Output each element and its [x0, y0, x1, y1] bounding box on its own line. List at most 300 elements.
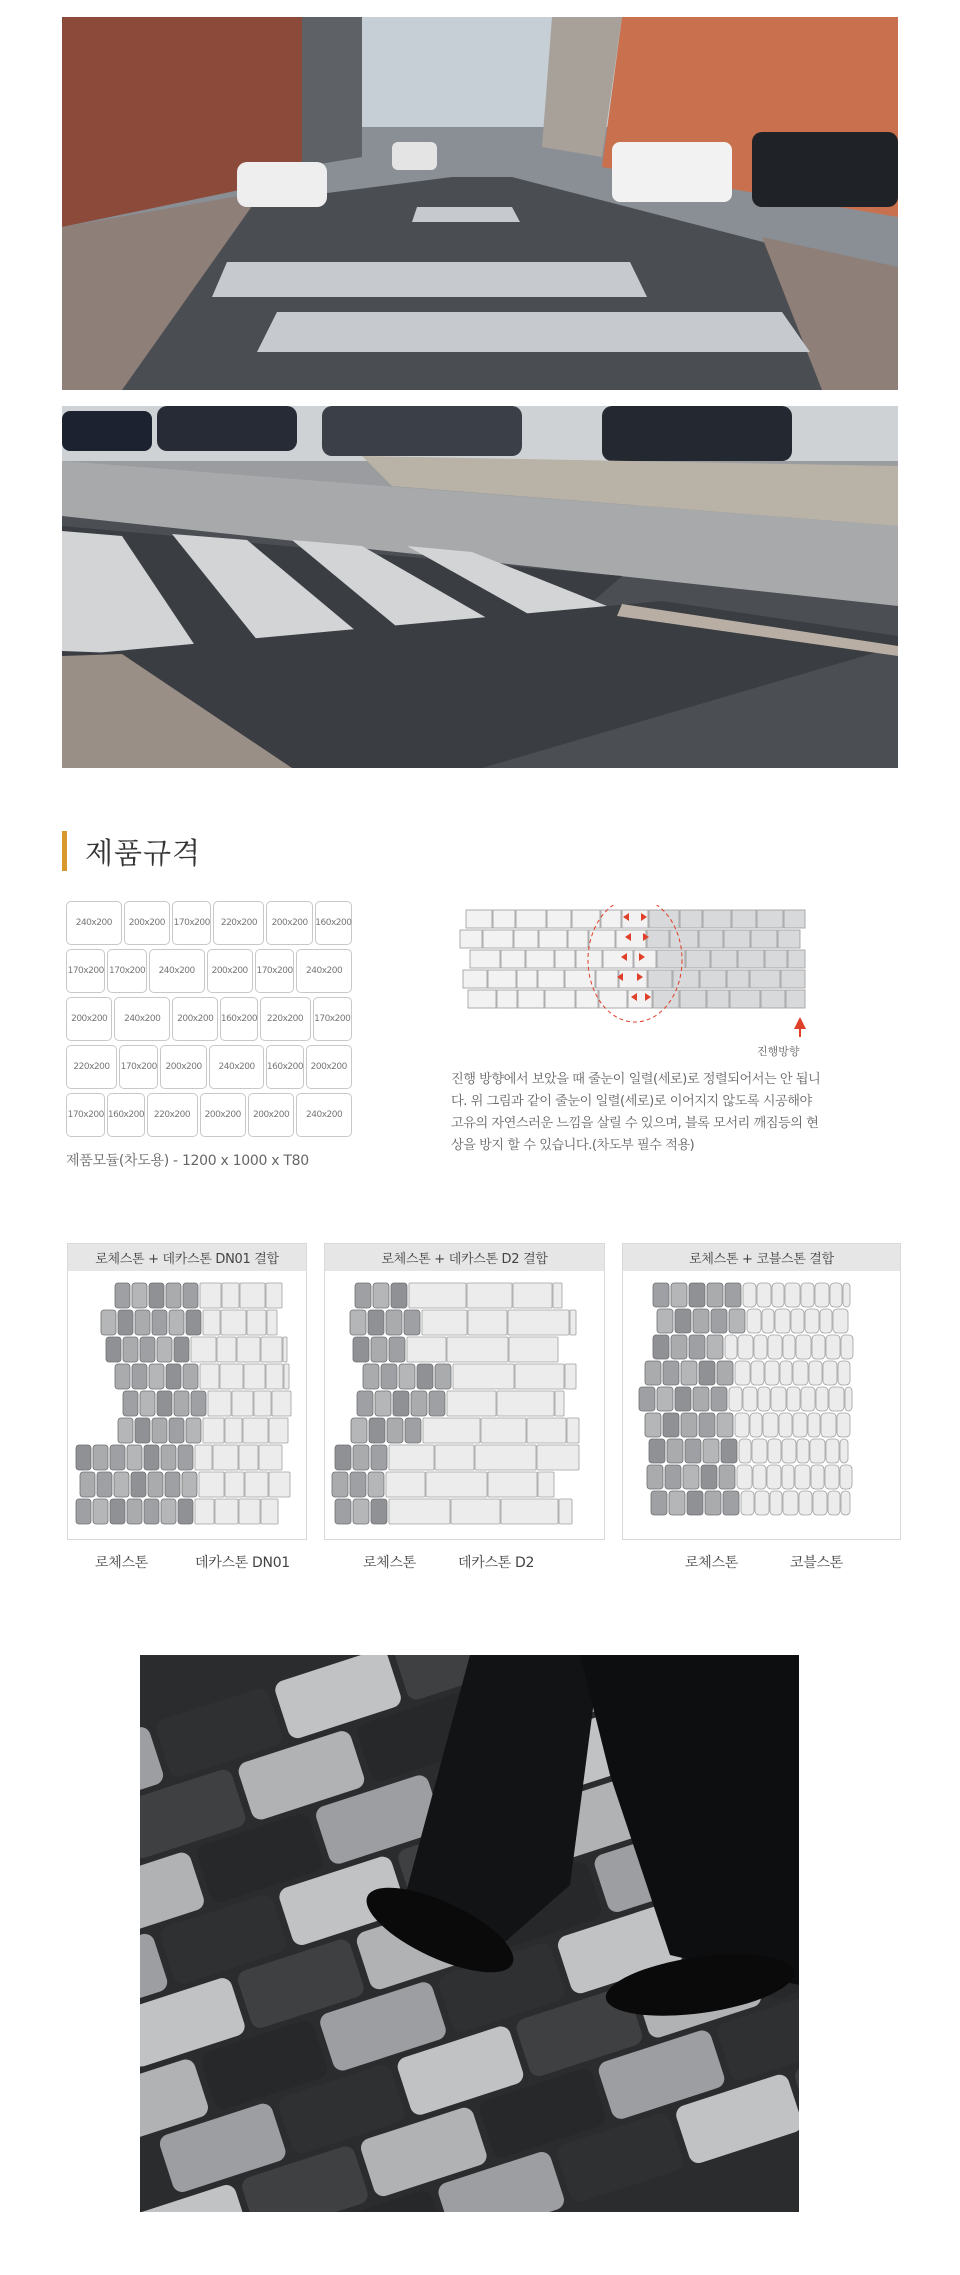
rough-stone: [429, 1391, 445, 1416]
smooth-block: [829, 1387, 844, 1411]
smooth-block: [553, 1283, 562, 1308]
rough-stone: [391, 1283, 407, 1308]
rough-stone: [123, 1337, 138, 1362]
smooth-block: [266, 1283, 282, 1308]
smooth-block: [468, 1310, 507, 1335]
smooth-block: [570, 1310, 576, 1335]
layout-block: [517, 970, 537, 988]
smooth-block: [750, 1413, 762, 1437]
rough-stone: [135, 1310, 150, 1335]
rough-stone: [405, 1418, 421, 1443]
rough-stone: [140, 1391, 155, 1416]
combo-card-cobble: [622, 1243, 901, 1540]
layout-block: [576, 950, 602, 968]
rough-stone: [118, 1418, 133, 1443]
rough-stone: [363, 1364, 379, 1389]
layout-block: [599, 990, 627, 1008]
combo-card-d2: [324, 1243, 605, 1540]
rough-stone: [80, 1472, 95, 1497]
smooth-block: [195, 1445, 212, 1470]
smooth-block: [752, 1439, 767, 1463]
rough-stone: [665, 1465, 681, 1489]
smooth-block: [779, 1413, 792, 1437]
combo-title: 로체스톤 + 데카스톤 DN01 결합: [68, 1244, 306, 1271]
smooth-block: [833, 1309, 848, 1333]
smooth-block: [245, 1472, 268, 1497]
smooth-block: [515, 1364, 564, 1389]
smooth-block: [738, 1335, 753, 1359]
rough-stone: [675, 1387, 691, 1411]
rough-stone: [651, 1491, 667, 1515]
smooth-block: [488, 1472, 537, 1497]
layout-block: [545, 990, 575, 1008]
layout-block: [670, 930, 698, 948]
layout-block: [596, 970, 618, 988]
spec-row: [66, 901, 352, 945]
layout-block: [501, 950, 525, 968]
rough-stone: [647, 1465, 663, 1489]
rough-stone: [178, 1499, 193, 1524]
combo-right-label: 데카스톤 DN01: [195, 1555, 290, 1571]
rough-stone: [115, 1283, 130, 1308]
rough-stone: [115, 1364, 130, 1389]
smooth-block: [447, 1337, 508, 1362]
layout-block: [518, 990, 544, 1008]
rough-stone: [97, 1472, 112, 1497]
rough-stone: [169, 1418, 184, 1443]
rough-stone: [135, 1418, 150, 1443]
layout-block: [673, 970, 699, 988]
spec-cell: 200x200: [200, 1093, 246, 1137]
rough-stone: [667, 1439, 683, 1463]
rough-stone: [144, 1445, 159, 1470]
rough-stone: [645, 1361, 661, 1385]
smooth-block: [191, 1337, 216, 1362]
smooth-block: [743, 1387, 757, 1411]
smooth-block: [841, 1335, 853, 1359]
rough-stone: [693, 1387, 709, 1411]
smooth-block: [757, 1283, 771, 1307]
combo-title: 로체스톤 + 코블스톤 결합: [623, 1244, 900, 1271]
rough-stone: [157, 1337, 172, 1362]
rough-stone: [127, 1499, 142, 1524]
smooth-block: [826, 1335, 840, 1359]
rough-stone: [729, 1309, 745, 1333]
layout-block: [526, 950, 554, 968]
rough-stone: [663, 1361, 679, 1385]
rough-stone: [707, 1335, 723, 1359]
smooth-block: [768, 1439, 781, 1463]
smooth-block: [389, 1499, 450, 1524]
smooth-block: [770, 1491, 782, 1515]
spec-cell: 240x200: [296, 1093, 352, 1137]
smooth-block: [841, 1491, 850, 1515]
smooth-block: [739, 1439, 751, 1463]
smooth-block: [823, 1361, 837, 1385]
rough-stone: [186, 1310, 201, 1335]
layout-block: [751, 930, 777, 948]
smooth-block: [791, 1309, 804, 1333]
rough-stone: [191, 1391, 206, 1416]
spec-cell: 200x200: [248, 1093, 294, 1137]
smooth-block: [741, 1491, 754, 1515]
layout-block: [514, 930, 538, 948]
smooth-block: [453, 1364, 514, 1389]
combo-pattern: [623, 1271, 902, 1539]
layout-block: [680, 910, 702, 928]
smooth-block: [815, 1283, 829, 1307]
smooth-block: [509, 1337, 558, 1362]
spec-cell: 200x200: [207, 949, 253, 993]
smooth-block: [826, 1439, 839, 1463]
spec-cell: 170x200: [119, 1045, 158, 1089]
rough-stone: [369, 1418, 385, 1443]
layout-block: [648, 970, 672, 988]
smooth-block: [225, 1472, 244, 1497]
combo-right-label: 데카스톤 D2: [458, 1555, 535, 1571]
spec-row: [66, 949, 352, 993]
spec-cell: 200x200: [306, 1045, 352, 1089]
rough-stone: [649, 1439, 665, 1463]
smooth-block: [423, 1418, 480, 1443]
rough-stone: [411, 1391, 427, 1416]
smooth-block: [799, 1491, 812, 1515]
rough-stone: [393, 1391, 409, 1416]
spec-cell: 200x200: [66, 997, 112, 1041]
smooth-block: [747, 1309, 761, 1333]
smooth-block: [762, 1309, 774, 1333]
rough-stone: [144, 1499, 159, 1524]
smooth-block: [203, 1418, 224, 1443]
smooth-block: [743, 1283, 756, 1307]
spec-cell: 200x200: [124, 901, 170, 945]
layout-block: [622, 910, 648, 928]
rough-stone: [335, 1445, 351, 1470]
smooth-block: [203, 1310, 220, 1335]
layout-block: [568, 930, 588, 948]
smooth-block: [820, 1309, 832, 1333]
layout-block: [680, 990, 706, 1008]
layout-block: [539, 930, 567, 948]
layout-block: [649, 910, 679, 928]
layout-block: [700, 970, 726, 988]
layout-block: [786, 990, 805, 1008]
layout-block: [647, 930, 669, 948]
combo-pattern: [325, 1271, 606, 1539]
crosswalk-paving-photo: [62, 406, 898, 768]
spec-cell: 170x200: [66, 1093, 105, 1137]
rough-stone: [699, 1413, 715, 1437]
smooth-block: [737, 1465, 752, 1489]
smooth-block: [809, 1361, 822, 1385]
rough-stone: [166, 1283, 181, 1308]
layout-block: [460, 930, 482, 948]
smooth-block: [780, 1361, 792, 1385]
smooth-block: [758, 1387, 770, 1411]
rough-stone: [371, 1445, 387, 1470]
layout-block: [547, 910, 571, 928]
rough-stone: [417, 1364, 433, 1389]
layout-block: [619, 970, 647, 988]
rough-stone: [371, 1499, 387, 1524]
rough-stone: [140, 1337, 155, 1362]
rough-stone: [110, 1445, 125, 1470]
smooth-block: [195, 1499, 214, 1524]
layout-block: [738, 950, 764, 968]
smooth-block: [222, 1283, 239, 1308]
rough-stone: [353, 1337, 369, 1362]
smooth-block: [497, 1391, 554, 1416]
smooth-block: [217, 1337, 236, 1362]
layout-block: [565, 970, 595, 988]
layout-block: [463, 970, 487, 988]
spec-cell: 240x200: [66, 901, 122, 945]
smooth-block: [830, 1283, 842, 1307]
smooth-block: [527, 1418, 566, 1443]
spec-cell: 220x200: [66, 1045, 117, 1089]
smooth-block: [221, 1310, 246, 1335]
spec-grid: [66, 901, 352, 1141]
layout-block: [781, 970, 805, 988]
rough-stone: [131, 1472, 146, 1497]
rough-stone: [389, 1337, 405, 1362]
smooth-block: [775, 1309, 790, 1333]
combo-left-label: 로체스톤: [363, 1555, 416, 1571]
spec-cell: 220x200: [213, 901, 264, 945]
smooth-block: [555, 1391, 564, 1416]
smooth-block: [409, 1283, 466, 1308]
rough-stone: [149, 1283, 164, 1308]
spec-cell: 170x200: [255, 949, 294, 993]
rough-stone: [725, 1283, 741, 1307]
rough-stone: [675, 1309, 691, 1333]
layout-block: [707, 990, 729, 1008]
rough-stone: [357, 1391, 373, 1416]
rough-stone: [386, 1310, 402, 1335]
combo-pattern: [68, 1271, 308, 1539]
spec-cell: 160x200: [315, 901, 352, 945]
smooth-block: [801, 1283, 814, 1307]
layout-note: 진행 방향에서 보았을 때 줄눈이 일렬(세로)로 정렬되어서는 안 됩니다. 위 그림과 같이 줄눈이 일렬(세로)로 이어지지 않도록 시공해야 고유의 자연스러운 느낌을 살릴 수 있으며, 블록 모서리 깨짐등의 현상을 방지 할 수 있습니다.(차도부 필수 적용): [451, 1072, 821, 1153]
spec-cell: 160x200: [220, 997, 257, 1041]
rough-stone: [657, 1309, 673, 1333]
smooth-block: [389, 1445, 434, 1470]
rough-stone: [132, 1364, 147, 1389]
rough-stone: [368, 1310, 384, 1335]
direction-arrow-icon: [794, 1017, 806, 1029]
rough-stone: [351, 1418, 367, 1443]
rough-stone: [681, 1413, 697, 1437]
rough-stone: [353, 1499, 369, 1524]
spec-cell: 200x200: [172, 997, 218, 1041]
layout-block: [653, 990, 679, 1008]
smooth-block: [805, 1309, 819, 1333]
smooth-block: [501, 1499, 558, 1524]
rough-stone: [183, 1364, 198, 1389]
smooth-block: [825, 1465, 839, 1489]
spec-row: [66, 1045, 352, 1089]
layout-block: [765, 950, 787, 968]
rough-stone: [717, 1413, 733, 1437]
smooth-block: [266, 1364, 283, 1389]
smooth-block: [269, 1472, 290, 1497]
walking-paver-photo: [140, 1655, 799, 2212]
rough-stone: [701, 1465, 717, 1489]
smooth-block: [283, 1337, 287, 1362]
rough-stone: [645, 1413, 661, 1437]
spec-row: [66, 1093, 352, 1137]
smooth-block: [261, 1337, 282, 1362]
rough-stone: [110, 1499, 125, 1524]
rough-stone: [127, 1445, 142, 1470]
rough-stone: [699, 1361, 715, 1385]
combo-title: 로체스톤 + 데카스톤 D2 결합: [325, 1244, 604, 1271]
smooth-block: [267, 1310, 277, 1335]
combo-left-label: 로체스톤: [685, 1555, 738, 1571]
spec-cell: 200x200: [266, 901, 312, 945]
smooth-block: [244, 1364, 265, 1389]
smooth-block: [828, 1491, 840, 1515]
layout-block: [466, 910, 492, 928]
rough-stone: [639, 1387, 655, 1411]
rough-stone: [683, 1465, 699, 1489]
rough-stone: [687, 1491, 703, 1515]
smooth-block: [810, 1439, 825, 1463]
smooth-block: [755, 1491, 769, 1515]
smooth-block: [801, 1387, 815, 1411]
layout-block: [603, 950, 633, 968]
spec-cell: 200x200: [160, 1045, 206, 1089]
spec-cell: 160x200: [107, 1093, 144, 1137]
smooth-block: [407, 1337, 446, 1362]
rough-stone: [76, 1499, 91, 1524]
smooth-block: [422, 1310, 467, 1335]
rough-stone: [705, 1491, 721, 1515]
smooth-block: [200, 1283, 221, 1308]
smooth-block: [838, 1361, 850, 1385]
section-title-text: 제품규격: [85, 835, 202, 870]
smooth-block: [513, 1283, 552, 1308]
spec-row: [66, 997, 352, 1041]
rough-stone: [101, 1310, 116, 1335]
smooth-block: [783, 1491, 798, 1515]
smooth-block: [845, 1387, 852, 1411]
smooth-block: [239, 1499, 260, 1524]
rough-stone: [653, 1335, 669, 1359]
rough-stone: [375, 1391, 391, 1416]
rough-stone: [671, 1283, 687, 1307]
smooth-block: [796, 1335, 811, 1359]
smooth-block: [735, 1361, 750, 1385]
layout-block: [470, 950, 500, 968]
layout-block: [576, 990, 598, 1008]
rough-stone: [183, 1283, 198, 1308]
smooth-block: [816, 1387, 828, 1411]
spec-cell: 220x200: [260, 997, 311, 1041]
rough-stone: [353, 1445, 369, 1470]
layout-block: [483, 930, 513, 948]
smooth-block: [772, 1283, 784, 1307]
smooth-block: [813, 1491, 827, 1515]
rough-stone: [653, 1283, 669, 1307]
smooth-block: [808, 1413, 820, 1437]
smooth-block: [768, 1335, 782, 1359]
layout-block: [628, 990, 652, 1008]
spec-cell: 240x200: [149, 949, 205, 993]
rough-stone: [132, 1283, 147, 1308]
rough-stone: [723, 1491, 739, 1515]
smooth-block: [840, 1439, 848, 1463]
layout-block: [727, 970, 749, 988]
smooth-block: [782, 1439, 796, 1463]
smooth-block: [261, 1499, 278, 1524]
rough-stone: [387, 1418, 403, 1443]
rough-stone: [335, 1499, 351, 1524]
smooth-block: [475, 1445, 536, 1470]
rough-stone: [106, 1337, 121, 1362]
smooth-block: [220, 1364, 243, 1389]
layout-block: [784, 910, 805, 928]
rough-stone: [165, 1472, 180, 1497]
smooth-block: [840, 1465, 852, 1489]
rough-stone: [186, 1418, 201, 1443]
section-title: [62, 831, 201, 871]
layout-block: [538, 970, 564, 988]
rough-stone: [717, 1361, 733, 1385]
smooth-block: [783, 1335, 795, 1359]
spec-cell: 240x200: [209, 1045, 265, 1089]
combo-card-dn01: [67, 1243, 307, 1540]
smooth-block: [386, 1472, 425, 1497]
smooth-block: [247, 1310, 266, 1335]
smooth-block: [567, 1418, 579, 1443]
smooth-block: [200, 1364, 219, 1389]
rough-stone: [355, 1283, 371, 1308]
smooth-block: [751, 1361, 764, 1385]
layout-block: [634, 950, 656, 968]
layout-block: [757, 910, 783, 928]
smooth-block: [254, 1391, 271, 1416]
smooth-block: [782, 1465, 794, 1489]
rough-stone: [152, 1310, 167, 1335]
layout-block: [761, 990, 785, 1008]
smooth-block: [225, 1418, 242, 1443]
rough-stone: [123, 1391, 138, 1416]
rough-stone: [368, 1472, 384, 1497]
rough-stone: [381, 1364, 397, 1389]
smooth-block: [837, 1413, 850, 1437]
layout-block: [750, 970, 780, 988]
smooth-block: [754, 1335, 767, 1359]
rough-stone: [152, 1418, 167, 1443]
smooth-block: [259, 1445, 282, 1470]
rough-stone: [681, 1361, 697, 1385]
smooth-block: [765, 1361, 779, 1385]
joint-layout-diagram: [455, 905, 815, 1055]
smooth-block: [284, 1364, 289, 1389]
rough-stone: [371, 1337, 387, 1362]
rough-stone: [685, 1439, 701, 1463]
rough-stone: [350, 1310, 366, 1335]
layout-block: [572, 910, 600, 928]
smooth-block: [508, 1310, 569, 1335]
rough-stone: [174, 1337, 189, 1362]
rough-stone: [161, 1445, 176, 1470]
rough-stone: [711, 1387, 727, 1411]
rough-stone: [157, 1391, 172, 1416]
smooth-block: [481, 1418, 526, 1443]
layout-block: [699, 930, 723, 948]
